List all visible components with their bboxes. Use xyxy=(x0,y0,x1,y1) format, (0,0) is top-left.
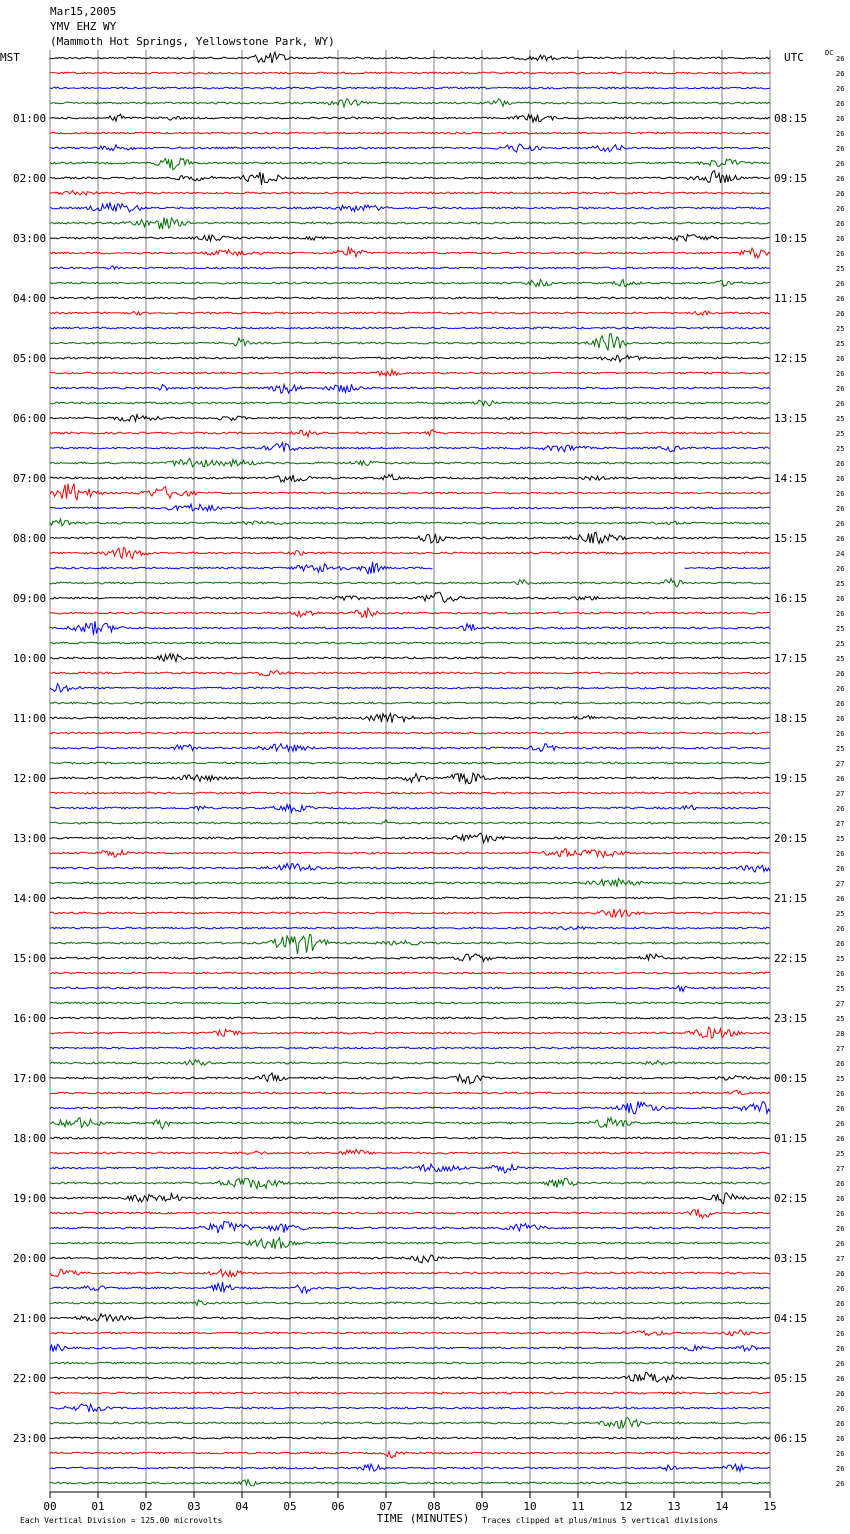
trace-row-83 xyxy=(50,1300,770,1305)
left-time-label: 21:00 xyxy=(13,1312,47,1325)
trace-row-85 xyxy=(50,1330,770,1336)
footer-clip-note: Traces clipped at plus/minus 5 vertical divisions xyxy=(482,1516,719,1525)
right-time-label: 21:15 xyxy=(774,892,808,905)
dc-value: 25 xyxy=(836,955,845,963)
dc-value: 26 xyxy=(836,160,845,168)
dc-value: 25 xyxy=(836,835,845,843)
trace-row-30 xyxy=(50,504,770,511)
right-time-label: 13:15 xyxy=(774,412,808,425)
trace-row-66 xyxy=(50,1047,770,1049)
left-time-label: 14:00 xyxy=(13,892,47,905)
trace-row-56 xyxy=(50,897,770,899)
right-time-label: 19:15 xyxy=(774,772,808,785)
trace-row-6 xyxy=(50,144,770,152)
dc-value: 26 xyxy=(836,310,845,318)
dc-value: 26 xyxy=(836,1420,845,1428)
trace-row-71 xyxy=(50,1118,770,1129)
left-time-label: 18:00 xyxy=(13,1132,47,1145)
trace-row-16 xyxy=(50,297,770,299)
left-time-label: 20:00 xyxy=(13,1252,47,1265)
trace-row-63 xyxy=(50,1002,770,1004)
right-time-label: 05:15 xyxy=(774,1372,808,1385)
left-time-label: 23:00 xyxy=(13,1432,47,1445)
trace-row-13 xyxy=(50,247,770,258)
trace-row-5 xyxy=(50,132,770,134)
dc-value: 25 xyxy=(836,265,845,273)
x-tick-label: 11 xyxy=(571,1500,585,1513)
trace-row-88 xyxy=(50,1372,770,1382)
trace-row-29 xyxy=(50,484,770,500)
dc-value: 27 xyxy=(836,1255,845,1263)
dc-value: 26 xyxy=(836,190,845,198)
dc-value: 26 xyxy=(836,490,845,498)
dc-value: 25 xyxy=(836,1015,845,1023)
dc-value: 26 xyxy=(836,235,845,243)
dc-value: 26 xyxy=(836,775,845,783)
trace-row-64 xyxy=(50,1017,770,1019)
dc-value: 25 xyxy=(836,625,845,633)
dc-value: 26 xyxy=(836,1360,845,1368)
trace-row-70 xyxy=(50,1101,770,1114)
trace-row-89 xyxy=(50,1392,770,1394)
right-axis-label: UTC xyxy=(784,51,804,64)
trace-row-49 xyxy=(50,792,770,794)
dc-value: 26 xyxy=(836,205,845,213)
dc-value: 24 xyxy=(836,550,845,558)
x-axis-title: TIME (MINUTES) xyxy=(376,1512,470,1525)
dc-value: 26 xyxy=(836,1105,845,1113)
trace-row-26 xyxy=(50,443,770,452)
trace-row-14 xyxy=(50,266,770,269)
left-time-label: 13:00 xyxy=(13,832,47,845)
dc-value: 27 xyxy=(836,790,845,798)
dc-value: 26 xyxy=(836,85,845,93)
left-time-label: 05:00 xyxy=(13,352,47,365)
dc-value: 26 xyxy=(836,250,845,258)
trace-row-20 xyxy=(50,355,770,361)
trace-row-10 xyxy=(50,203,770,212)
dc-value: 26 xyxy=(836,1315,845,1323)
dc-value: 26 xyxy=(836,1375,845,1383)
dc-value: 25 xyxy=(836,430,845,438)
dc-value: 26 xyxy=(836,1090,845,1098)
trace-row-54 xyxy=(50,863,770,872)
left-time-label: 19:00 xyxy=(13,1192,47,1205)
trace-row-74 xyxy=(50,1164,770,1173)
trace-row-39 xyxy=(50,642,770,644)
dc-value: 28 xyxy=(836,1030,845,1038)
trace-row-60 xyxy=(50,954,770,962)
trace-row-87 xyxy=(50,1362,770,1364)
trace-row-58 xyxy=(50,926,770,930)
dc-value: 26 xyxy=(836,1285,845,1293)
trace-row-23 xyxy=(50,400,770,406)
dc-value: 26 xyxy=(836,1465,845,1473)
dc-value: 26 xyxy=(836,1210,845,1218)
left-time-label: 01:00 xyxy=(13,112,47,125)
dc-value: 26 xyxy=(836,565,845,573)
dc-value: 26 xyxy=(836,1480,845,1488)
dc-value: 26 xyxy=(836,715,845,723)
dc-value: 26 xyxy=(836,505,845,513)
trace-row-47 xyxy=(50,762,770,764)
dc-value: 25 xyxy=(836,1075,845,1083)
x-tick-label: 05 xyxy=(283,1500,297,1513)
dc-value: 26 xyxy=(836,1330,845,1338)
dc-value: 26 xyxy=(836,670,845,678)
left-time-label: 16:00 xyxy=(13,1012,47,1025)
trace-row-84 xyxy=(50,1314,770,1321)
dc-value: 25 xyxy=(836,640,845,648)
trace-row-31 xyxy=(50,519,770,526)
dc-value: 26 xyxy=(836,370,845,378)
trace-row-95 xyxy=(50,1480,770,1486)
trace-row-1 xyxy=(50,72,770,74)
dc-value: 26 xyxy=(836,355,845,363)
dc-value: 26 xyxy=(836,610,845,618)
dc-value: 25 xyxy=(836,985,845,993)
trace-row-82 xyxy=(50,1282,770,1293)
dc-value: 26 xyxy=(836,1060,845,1068)
dc-value: 26 xyxy=(836,70,845,78)
dc-value: 27 xyxy=(836,820,845,828)
dc-value: 26 xyxy=(836,1225,845,1233)
trace-row-19 xyxy=(50,334,770,351)
dc-value: 25 xyxy=(836,580,845,588)
dc-value: 26 xyxy=(836,595,845,603)
trace-row-21 xyxy=(50,370,770,377)
left-time-label: 08:00 xyxy=(13,532,47,545)
trace-row-11 xyxy=(50,217,770,229)
x-tick-label: 13 xyxy=(667,1500,681,1513)
x-tick-label: 06 xyxy=(331,1500,345,1513)
trace-row-3 xyxy=(50,99,770,107)
left-time-label: 04:00 xyxy=(13,292,47,305)
left-time-label: 03:00 xyxy=(13,232,47,245)
trace-row-51 xyxy=(50,820,770,824)
trace-row-7 xyxy=(50,158,770,170)
x-tick-label: 00 xyxy=(43,1500,57,1513)
trace-row-90 xyxy=(50,1404,770,1412)
dc-value: 25 xyxy=(836,745,845,753)
dc-value: 27 xyxy=(836,1165,845,1173)
dc-value: 26 xyxy=(836,1180,845,1188)
right-time-label: 14:15 xyxy=(774,472,808,485)
trace-row-73 xyxy=(50,1150,770,1155)
trace-row-61 xyxy=(50,972,770,974)
trace-row-93 xyxy=(50,1452,770,1458)
trace-row-22 xyxy=(50,384,770,393)
trace-row-75 xyxy=(50,1178,770,1189)
right-time-label: 00:15 xyxy=(774,1072,808,1085)
dc-value: 26 xyxy=(836,1405,845,1413)
right-time-label: 22:15 xyxy=(774,952,808,965)
left-time-label: 22:00 xyxy=(13,1372,47,1385)
trace-row-40 xyxy=(50,654,770,662)
trace-row-79 xyxy=(50,1238,770,1249)
trace-row-18 xyxy=(50,327,770,329)
dc-value: 26 xyxy=(836,895,845,903)
right-time-label: 02:15 xyxy=(774,1192,808,1205)
dc-value: 26 xyxy=(836,940,845,948)
trace-row-33 xyxy=(50,548,770,559)
dc-value: 26 xyxy=(836,385,845,393)
dc-value: 26 xyxy=(836,1195,845,1203)
left-time-label: 09:00 xyxy=(13,592,47,605)
header-location: (Mammoth Hot Springs, Yellowstone Park, WY) xyxy=(50,35,335,48)
left-time-label: 07:00 xyxy=(13,472,47,485)
dc-value: 26 xyxy=(836,1345,845,1353)
right-time-label: 04:15 xyxy=(774,1312,808,1325)
dc-value: 26 xyxy=(836,1270,845,1278)
trace-row-94 xyxy=(50,1464,770,1471)
dc-value: 27 xyxy=(836,1045,845,1053)
dc-value: 26 xyxy=(836,1390,845,1398)
trace-row-4 xyxy=(50,114,770,122)
dc-value: 25 xyxy=(836,655,845,663)
dc-value: 26 xyxy=(836,475,845,483)
right-time-label: 16:15 xyxy=(774,592,808,605)
x-tick-label: 07 xyxy=(379,1500,393,1513)
trace-row-55 xyxy=(50,879,770,888)
left-time-label: 15:00 xyxy=(13,952,47,965)
trace-row-46 xyxy=(50,744,770,752)
dc-value: 26 xyxy=(836,55,845,63)
trace-row-69 xyxy=(50,1090,770,1094)
dc-value: 26 xyxy=(836,730,845,738)
trace-row-36 xyxy=(50,592,770,602)
x-tick-label: 14 xyxy=(715,1500,729,1513)
dc-values xyxy=(836,55,844,1488)
trace-row-38 xyxy=(50,621,770,635)
trace-row-42 xyxy=(50,684,770,692)
trace-row-41 xyxy=(50,671,770,676)
dc-value: 26 xyxy=(836,295,845,303)
right-time-label: 12:15 xyxy=(774,352,808,365)
trace-row-57 xyxy=(50,909,770,918)
x-tick-label: 15 xyxy=(763,1500,777,1513)
dc-value: 26 xyxy=(836,805,845,813)
trace-row-91 xyxy=(50,1418,770,1429)
trace-row-78 xyxy=(50,1221,770,1233)
dc-value: 25 xyxy=(836,1150,845,1158)
dc-value: 26 xyxy=(836,535,845,543)
trace-row-65 xyxy=(50,1027,770,1038)
dc-value: 26 xyxy=(836,145,845,153)
trace-row-28 xyxy=(50,474,770,482)
trace-row-92 xyxy=(50,1437,770,1439)
right-time-label: 11:15 xyxy=(774,292,808,305)
dc-value: 26 xyxy=(836,970,845,978)
trace-row-0 xyxy=(50,52,770,63)
x-tick-label: 10 xyxy=(523,1500,537,1513)
trace-row-9 xyxy=(50,190,770,195)
x-tick-label: 02 xyxy=(139,1500,153,1513)
right-time-label: 17:15 xyxy=(774,652,808,665)
trace-row-62 xyxy=(50,986,770,992)
dc-value: 25 xyxy=(836,910,845,918)
trace-row-68 xyxy=(50,1073,770,1084)
trace-row-81 xyxy=(50,1269,770,1277)
dc-value: 25 xyxy=(836,325,845,333)
dc-value: 26 xyxy=(836,175,845,183)
x-tick-label: 08 xyxy=(427,1500,441,1513)
left-axis-label: MST xyxy=(0,51,20,64)
right-time-label: 15:15 xyxy=(774,532,808,545)
dc-value: 27 xyxy=(836,760,845,768)
dc-value: 27 xyxy=(836,1000,845,1008)
left-time-label: 11:00 xyxy=(13,712,47,725)
trace-row-53 xyxy=(50,849,770,858)
trace-row-48 xyxy=(50,773,770,784)
header-date: Mar15,2005 xyxy=(50,5,117,18)
trace-row-77 xyxy=(50,1209,770,1218)
right-time-label: 23:15 xyxy=(774,1012,808,1025)
dc-value: 26 xyxy=(836,700,845,708)
trace-row-72 xyxy=(50,1137,770,1139)
trace-row-17 xyxy=(50,311,770,315)
x-tick-label: 03 xyxy=(187,1500,201,1513)
trace-rows xyxy=(50,52,770,1486)
header-station: YMV EHZ WY xyxy=(50,20,117,33)
dc-value: 26 xyxy=(836,850,845,858)
dc-value: 27 xyxy=(836,880,845,888)
trace-row-50 xyxy=(50,804,770,812)
x-tick-label: 09 xyxy=(475,1500,489,1513)
dc-value: 26 xyxy=(836,280,845,288)
dc-value: 26 xyxy=(836,130,845,138)
trace-row-76 xyxy=(50,1193,770,1204)
dc-value: 25 xyxy=(836,415,845,423)
trace-row-24 xyxy=(50,415,770,422)
dc-label: DC xyxy=(825,49,834,57)
trace-row-15 xyxy=(50,279,770,287)
trace-row-37 xyxy=(50,608,770,618)
left-time-label: 17:00 xyxy=(13,1072,47,1085)
right-time-labels xyxy=(774,112,807,1445)
x-axis xyxy=(43,1492,776,1513)
dc-value: 25 xyxy=(836,340,845,348)
trace-row-27 xyxy=(50,459,770,467)
trace-row-35 xyxy=(50,579,770,588)
right-time-label: 01:15 xyxy=(774,1132,808,1145)
trace-row-86 xyxy=(50,1344,770,1352)
trace-row-25 xyxy=(50,430,770,437)
dc-value: 26 xyxy=(836,685,845,693)
dc-value: 26 xyxy=(836,1135,845,1143)
right-time-label: 20:15 xyxy=(774,832,808,845)
dc-value: 26 xyxy=(836,1240,845,1248)
trace-row-44 xyxy=(50,713,770,722)
vertical-gridlines xyxy=(50,50,770,1495)
trace-row-2 xyxy=(50,87,770,89)
left-time-label: 12:00 xyxy=(13,772,47,785)
dc-value: 26 xyxy=(836,400,845,408)
right-time-label: 08:15 xyxy=(774,112,808,125)
trace-row-12 xyxy=(50,235,770,242)
left-time-label: 02:00 xyxy=(13,172,47,185)
trace-row-45 xyxy=(50,732,770,734)
dc-value: 26 xyxy=(836,925,845,933)
right-time-label: 03:15 xyxy=(774,1252,808,1265)
dc-value: 26 xyxy=(836,1450,845,1458)
left-time-label: 10:00 xyxy=(13,652,47,665)
right-time-label: 06:15 xyxy=(774,1432,808,1445)
x-tick-label: 04 xyxy=(235,1500,249,1513)
dc-value: 26 xyxy=(836,865,845,873)
right-time-label: 10:15 xyxy=(774,232,808,245)
dc-value: 26 xyxy=(836,115,845,123)
dc-value: 26 xyxy=(836,460,845,468)
dc-value: 26 xyxy=(836,1300,845,1308)
footer-scale-note: Each Vertical Division = 125.00 microvolts xyxy=(20,1516,223,1525)
dc-value: 26 xyxy=(836,100,845,108)
left-time-label: 06:00 xyxy=(13,412,47,425)
trace-row-59 xyxy=(50,935,770,955)
left-time-labels xyxy=(13,112,46,1445)
right-time-label: 09:15 xyxy=(774,172,808,185)
trace-row-43 xyxy=(50,702,770,704)
x-tick-label: 01 xyxy=(91,1500,105,1513)
right-time-label: 18:15 xyxy=(774,712,808,725)
trace-row-67 xyxy=(50,1060,770,1065)
trace-row-8 xyxy=(50,171,770,185)
trace-row-52 xyxy=(50,833,770,843)
dc-value: 26 xyxy=(836,1120,845,1128)
trace-row-80 xyxy=(50,1255,770,1263)
x-tick-label: 12 xyxy=(619,1500,633,1513)
trace-row-32 xyxy=(50,532,770,543)
dc-value: 25 xyxy=(836,445,845,453)
dc-value: 26 xyxy=(836,520,845,528)
trace-row-34 xyxy=(50,562,770,574)
dc-value: 26 xyxy=(836,1435,845,1443)
dc-value: 26 xyxy=(836,220,845,228)
